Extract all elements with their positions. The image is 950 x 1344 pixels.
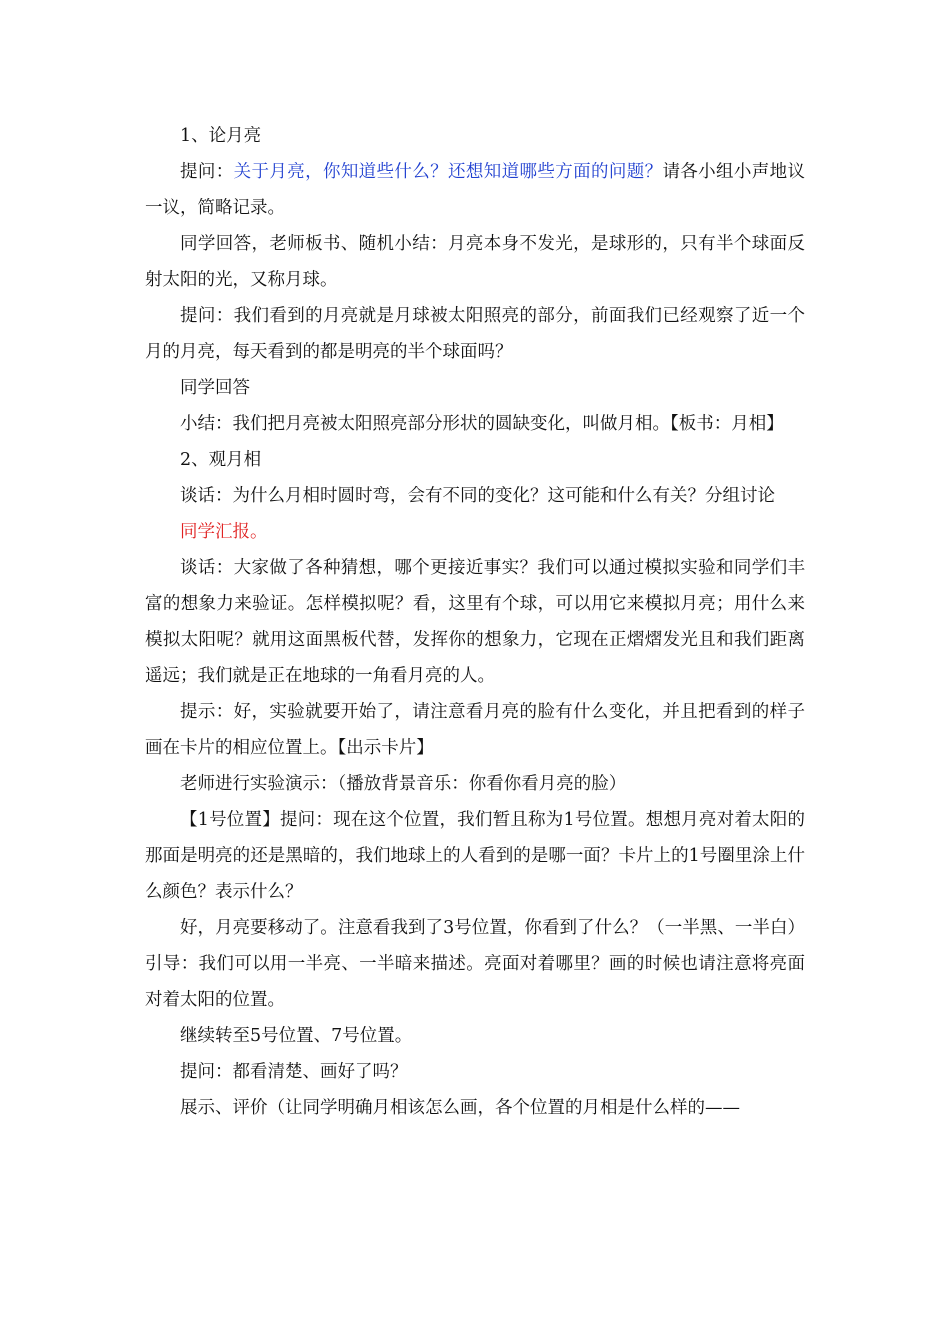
paragraph-position-1: 【1号位置】提问：现在这个位置，我们暂且称为1号位置。想想月亮对着太阳的那面是明亮的还是黑暗的，我们地球上的人看到的是哪一面？卡片上的1号圈里涂上什么颜色？表示什么？ [145, 810, 805, 902]
question-instruction: 请各小组小声地议一议，简略记录。 [145, 162, 806, 218]
paragraph-position-3: 好，月亮要移动了。注意看我到了3号位置，你看到了什么？（一半黑、一半白）引导：我们可以用一半亮、一半暗来描述。亮面对着哪里？画的时候也请注意将亮面对着太阳的位置。 [145, 918, 805, 1010]
paragraph-demo: 老师进行实验演示：（播放背景音乐：你看你看月亮的脸） [180, 774, 627, 794]
section-heading-phases: 2、观月相 [180, 450, 262, 470]
paragraph-hint: 提示：好，实验就要开始了，请注意看月亮的脸有什么变化，并且把看到的样子画在卡片的相应位置上。【出示卡片】 [145, 702, 805, 758]
question-prefix: 提问： [180, 162, 234, 182]
paragraph-display-evaluation: 展示、评价（让同学明确月相该怎么画，各个位置的月相是什么样的—— [180, 1098, 740, 1118]
paragraph-question-3: 提问：都看清楚、画好了吗？ [180, 1062, 408, 1082]
paragraph-talk-2: 谈话：大家做了各种猜想，哪个更接近事实？我们可以通过模拟实验和同学们丰富的想象力来验证。怎样模拟呢？看，这里有个球，可以用它来模拟月亮；用什么来模拟太阳呢？就用这面黑板代替，发挥你的想象力，它现在正熠熠发光且和我们距离遥远；我们就是正在地球的一角看月亮的人。 [145, 558, 805, 686]
paragraph-question-2: 提问：我们看到的月亮就是月球被太阳照亮的部分，前面我们已经观察了近一个月的月亮，每天看到的都是明亮的半个球面吗？ [145, 306, 805, 362]
document-body [145, 118, 805, 1126]
paragraph-question-1 [145, 154, 805, 226]
paragraph-positions-5-7: 继续转至5号位置、7号位置。 [180, 1026, 413, 1046]
paragraph-student-answer: 同学回答 [180, 378, 250, 398]
paragraph-student-report: 同学汇报。 [180, 522, 268, 542]
paragraph-summary-1: 同学回答，老师板书、随机小结：月亮本身不发光，是球形的，只有半个球面反射太阳的光，又称月球。 [145, 234, 805, 290]
section-heading-moon: 1、论月亮 [180, 126, 262, 146]
highlighted-question: 关于月亮，你知道些什么？还想知道哪些方面的问题？ [233, 162, 663, 182]
paragraph-talk-1: 谈话：为什么月相时圆时弯，会有不同的变化？这可能和什么有关？分组讨论 [180, 486, 775, 506]
paragraph-summary-2: 小结：我们把月亮被太阳照亮部分形状的圆缺变化，叫做月相。【板书：月相】 [180, 414, 784, 434]
